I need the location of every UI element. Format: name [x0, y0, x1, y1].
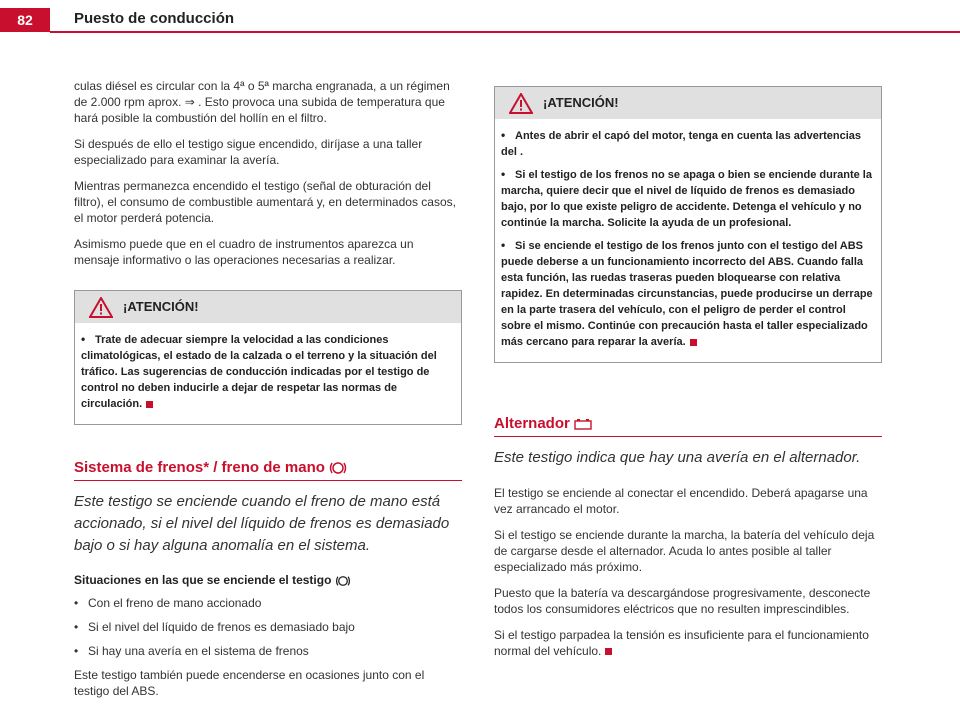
- section-title-brakes: Sistema de frenos* / freno de mano: [74, 459, 462, 481]
- warning-triangle-icon: [509, 93, 533, 114]
- right-column: [494, 86, 882, 669]
- section-title-alternator: Alternador: [494, 415, 882, 437]
- battery-icon: [574, 418, 592, 430]
- page-number: 82: [0, 8, 50, 32]
- paragraph: Si el testigo se enciende durante la marcha, la batería del vehículo deja de cargarse desde el alternador. Acuda lo antes posible al taller especializado más próximo.: [494, 528, 875, 574]
- warning-item: • Si el testigo de los frenos no se apaga o bien se enciende durante la marcha, quiere decir que el nivel de líquido de frenos es demasiado bajo, por lo que existe peligro de accidente. Detenga el vehículo y no continúe la marcha. Solicite la ayuda de un profesional.: [501, 167, 872, 229]
- subheading: Situaciones en las que se enciende el testigo: [74, 573, 462, 587]
- brake-icon: [335, 575, 351, 587]
- warning-header: [495, 87, 881, 119]
- section-lead: Este testigo indica que hay una avería en el alternador.: [494, 449, 861, 466]
- left-column: [74, 78, 462, 709]
- warning-title: ¡ATENCIÓN!: [543, 95, 619, 110]
- warning-body: [75, 323, 461, 424]
- paragraph: culas diésel es circular con la 4ª o 5ª marcha engranada, a un régimen de 2.000 rpm aprox. ⇒ . Esto provoca una subida de temperatura que hará posible la combustión del hollín en el filtro.: [74, 79, 450, 125]
- header-rule: [50, 31, 960, 33]
- warning-item: • Si se enciende el testigo de los frenos junto con el testigo del ABS puede deberse a un funcionamiento incorrecto del ABS. Cuando falla esta función, las ruedas traseras pueden bloquearse con relativa rapidez. En determinadas circunstancias, puede producirse un derrape en la parte trasera del vehículo, con el peligro de perder el control sobre el mismo. Continúe con precaución hasta el taller especializado más cercano para reparar la avería.: [501, 238, 873, 348]
- paragraph: Puesto que la batería va descargándose progresivamente, desconecte todos los consumidores eléctricos que no resulten imprescindibles.: [494, 586, 871, 616]
- paragraph: Este testigo también puede encenderse en ocasiones junto con el testigo del ABS.: [74, 668, 425, 698]
- end-mark-icon: [146, 401, 153, 408]
- list-item: • Con el freno de mano accionado: [74, 596, 262, 610]
- list-item: • Si el nivel del líquido de frenos es demasiado bajo: [74, 620, 355, 634]
- paragraph: Asimismo puede que en el cuadro de instrumentos aparezca un mensaje informativo o las operaciones necesarias a realizar.: [74, 237, 414, 267]
- paragraph: Si el testigo parpadea la tensión es insuficiente para el funcionamiento normal del vehículo.: [494, 628, 869, 658]
- warning-box: [494, 86, 882, 363]
- warning-title: ¡ATENCIÓN!: [123, 299, 199, 314]
- paragraph: Si después de ello el testigo sigue encendido, diríjase a una taller especializado para examinar la avería.: [74, 137, 423, 167]
- page-title: Puesto de conducción: [74, 10, 235, 27]
- warning-body: [495, 119, 881, 362]
- list-item: • Si hay una avería en el sistema de frenos: [74, 644, 309, 658]
- warning-triangle-icon: [89, 297, 113, 318]
- warning-header: [75, 291, 461, 323]
- warning-item: • Antes de abrir el capó del motor, tenga en cuenta las advertencias del .: [501, 128, 862, 158]
- warning-item: • Trate de adecuar siempre la velocidad a las condiciones climatológicas, el estado de la calzada o el terreno y la situación del tráfico. Las sugerencias de conducción indicadas por el testigo de control no deben inducirle a dejar de respetar las normas de circulación.: [81, 332, 437, 410]
- brake-icon: [329, 461, 347, 475]
- end-mark-icon: [690, 339, 697, 346]
- section-lead: Este testigo se enciende cuando el freno de mano está accionado, si el nivel del líquido de frenos es demasiado bajo o si hay alguna anomalía en el sistema.: [74, 493, 450, 554]
- paragraph: El testigo se enciende al conectar el encendido. Deberá apagarse una vez arrancado el motor.: [494, 486, 868, 516]
- end-mark-icon: [605, 648, 612, 655]
- warning-box: [74, 290, 462, 425]
- paragraph: Mientras permanezca encendido el testigo (señal de obturación del filtro), el consumo de combustible aumentará y, en determinados casos, el motor perderá potencia.: [74, 179, 456, 225]
- page-header: [0, 0, 960, 32]
